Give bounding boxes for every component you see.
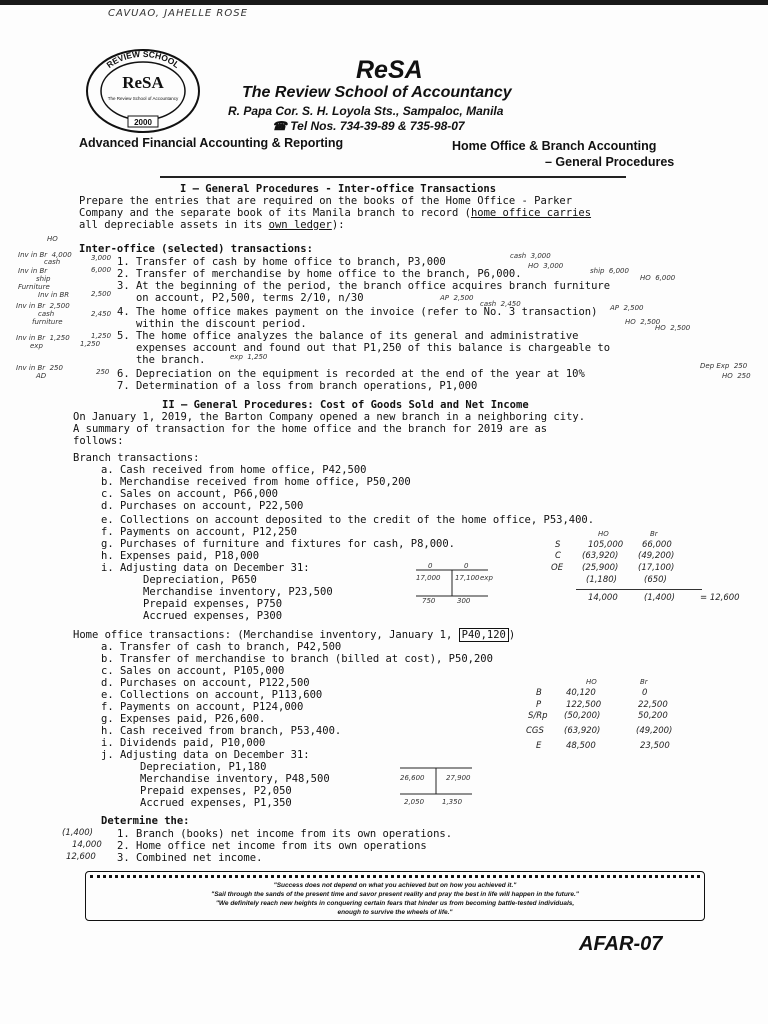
branch-item-h: h. Expenses paid, P18,000 (101, 550, 260, 562)
home-calc-cgs-br: (49,200) (636, 726, 673, 736)
hand-num-2: 6,000 (91, 266, 112, 274)
quote-line2: "Sail through the sands of the present time and savor present reality and pray the best in life will happen in the future." (211, 891, 579, 898)
home-item-a: a. Transfer of cash to branch, P42,500 (101, 641, 342, 653)
home-calc-header-ho: HO (586, 678, 597, 686)
calc-total-rule (576, 589, 702, 590)
calc-row-c-label: C (555, 551, 561, 561)
hand-inline-2: HO 3,000 (528, 262, 564, 270)
hand-inline-8: cash 2,450 (480, 300, 521, 308)
hand-inline-12: HO 250 (722, 372, 751, 380)
branch-t-bottom-right: 300 (457, 597, 471, 605)
course-title: Advanced Financial Accounting & Reporting (79, 136, 344, 150)
home-t-right: 27,900 (446, 774, 471, 782)
branch-item-a: a. Cash received from home office, P42,500 (101, 464, 367, 476)
quote-dotted-border (90, 875, 700, 882)
calc-header-br: Br (650, 530, 658, 538)
home-item-g: g. Expenses paid, P26,600. (101, 713, 266, 725)
s1-item-2: 2. Transfer of merchandise by home office to the branch, P6,000. (117, 268, 522, 280)
hand-margin-3: Inv in Br (18, 267, 48, 275)
home-item-b: b. Transfer of merchandise to branch (billed at cost), P50,200 (101, 653, 493, 665)
hand-inline-1: cash 3,000 (510, 252, 551, 260)
home-item-d: d. Purchases on account, P122,500 (101, 677, 310, 689)
home-calc-e-label: E (536, 741, 542, 751)
hand-inline-7: AP 2,500 (610, 304, 644, 312)
home-item-c: c. Sales on account, P105,000 (101, 665, 285, 677)
branch-adj-accrued: Accrued expenses, P300 (143, 610, 283, 622)
handwritten-student-name: CAVUAO, JAHELLE ROSE (108, 8, 248, 19)
branch-t-left: 17,000 (416, 574, 441, 582)
answer-3: 12,600 (66, 852, 96, 862)
home-inventory-boxed: P40,120 (459, 628, 509, 642)
home-item-i: i. Dividends paid, P10,000 (101, 737, 266, 749)
hand-num-5: 1,250 (91, 332, 112, 340)
branch-item-d: d. Purchases on account, P22,500 (101, 500, 304, 512)
home-calc-header-br: Br (640, 678, 648, 686)
home-t-left: 26,600 (400, 774, 425, 782)
branch-adj-depreciation: Depreciation, P650 (143, 574, 257, 586)
home-calc-cgs-ho: (63,920) (564, 726, 601, 736)
quote-line1: "Success does not depend on what you achieved but on how you achieved it." (273, 882, 517, 889)
branch-item-i: i. Adjusting data on December 31: (101, 562, 310, 574)
section1-subtitle: Inter-office (selected) transactions: (79, 243, 313, 255)
calc-total-ho: 14,000 (588, 593, 618, 603)
home-calc-e-br: 23,500 (640, 741, 670, 751)
school-telephone: ☎ Tel Nos. 734-39-89 & 735-98-07 (272, 119, 465, 133)
hand-margin-8: cash (38, 310, 55, 318)
calc-row-c-br: (49,200) (638, 551, 675, 561)
hand-num-3: 2,500 (91, 290, 112, 298)
hand-margin-10: Inv in Br 1,250 (16, 334, 70, 342)
calc-total-br: (1,400) (644, 593, 675, 603)
s1-item-4b: within the discount period. (117, 318, 307, 330)
home-calc-b-label: B (536, 688, 542, 698)
branch-label: Branch transactions: (73, 452, 200, 464)
section1-title: I – General Procedures - Inter-office Transactions (180, 183, 497, 195)
determine-item-2: 2. Home office net income from its own operations (117, 840, 427, 852)
home-calc-s-br: 50,200 (638, 711, 668, 721)
home-calc-s-label: S/Rp (528, 711, 548, 721)
branch-item-g: g. Purchases of furniture and fixtures for cash, P8,000. (101, 538, 456, 550)
home-calc-s-ho: (50,200) (564, 711, 601, 721)
s1-item-3: 3. At the beginning of the period, the branch office acquires branch furniture (117, 280, 611, 292)
s1-item-1: 1. Transfer of cash by home office to branch, P3,000 (117, 256, 446, 268)
section2-intro-line1: On January 1, 2019, the Barton Company opened a new branch in a neighboring city. (73, 411, 586, 423)
home-adj-prepaid: Prepaid expenses, P2,050 (140, 785, 292, 797)
home-calc-cgs-label: CGS (526, 726, 544, 736)
branch-t-bottom-left: 750 (422, 597, 436, 605)
hand-margin-11: exp (30, 342, 43, 350)
hand-inline-3: ship 6,000 (590, 267, 629, 275)
hand-margin-13: AD (36, 372, 47, 380)
calc-combined: = 12,600 (700, 593, 740, 603)
hand-inline-10: exp 1,250 (230, 353, 268, 361)
seal-year: 2000 (134, 118, 152, 127)
hand-inline-6: HO 2,500 (625, 318, 661, 326)
quote-line4: enough to survive the wheels of life." (337, 909, 453, 916)
section2-title: II – General Procedures: Cost of Goods Sold and Net Income (162, 399, 529, 411)
hand-margin-2: cash (44, 258, 61, 266)
hand-margin-9: furniture (32, 318, 63, 326)
resa-seal-logo (84, 48, 202, 134)
calc-row-oe-ho: (25,900) (582, 563, 619, 573)
home-item-f: f. Payments on account, P124,000 (101, 701, 304, 713)
calc-row-s-label: S (555, 540, 561, 550)
hand-inline-9: HO 2,500 (655, 324, 691, 332)
hand-inline-11: Dep Exp 250 (700, 362, 748, 370)
hand-num-7: 250 (96, 368, 110, 376)
home-adj-inventory: Merchandise inventory, P48,500 (140, 773, 330, 785)
hand-margin-5: Furniture (18, 283, 50, 291)
determine-label: Determine the: (101, 815, 190, 827)
determine-item-1: 1. Branch (books) net income from its own operations. (117, 828, 453, 840)
hand-margin-4: ship (36, 275, 51, 283)
section2-intro-line3: follows: (73, 435, 124, 447)
hand-num-4: 2,450 (91, 310, 112, 318)
section1-intro-line3: all depreciable assets in its own ledger): (79, 219, 345, 231)
calc-row-oe-br: (17,100) (638, 563, 675, 573)
hand-margin-6: Inv in BR (38, 291, 70, 299)
quote-box (85, 871, 705, 921)
header-divider (160, 176, 626, 178)
hand-inline-5: AP 2,500 (440, 294, 474, 302)
calc-row-s-br: 66,000 (642, 540, 672, 550)
top-border (0, 0, 768, 5)
hand-margin-1: Inv in Br 4,000 (18, 251, 72, 259)
branch-t-top-right: 0 (464, 562, 469, 570)
home-label: Home office transactions: (Merchandise inventory, January 1, P40,120 ) (73, 629, 516, 641)
hand-num-6: 1,250 (80, 340, 101, 348)
seal-center-text: ReSA (122, 73, 164, 92)
home-item-j: j. Adjusting data on December 31: (101, 749, 310, 761)
s1-item-6: 6. Depreciation on the equipment is recorded at the end of the year at 10% (117, 368, 585, 380)
branch-adj-prepaid: Prepaid expenses, P750 (143, 598, 283, 610)
section1-intro-line2: Company and the separate book of its Manila branch to record (home office carries (79, 207, 592, 219)
school-address: R. Papa Cor. S. H. Loyola Sts., Sampaloc, Manila (228, 104, 504, 118)
hand-margin-12: Inv in Br 250 (16, 364, 63, 372)
s1-item-5b: expenses account and found out that P1,250 of this balance is chargeable to (117, 342, 611, 354)
home-calc-p-br: 22,500 (638, 700, 668, 710)
calc-row-dep-ho: (1,180) (586, 575, 617, 585)
branch-item-f: f. Payments on account, P12,250 (101, 526, 297, 538)
hand-num-1: 3,000 (91, 254, 112, 262)
s1-item-5: 5. The home office analyzes the balance of its general and administrative (117, 330, 579, 342)
branch-item-c: c. Sales on account, P66,000 (101, 488, 279, 500)
home-calc-p-label: P (536, 700, 542, 710)
school-name: The Review School of Accountancy (242, 84, 512, 101)
calc-row-dep-br: (650) (644, 575, 667, 585)
handwritten-ho: HO (47, 235, 58, 243)
branch-t-top-left: 0 (428, 562, 433, 570)
determine-item-3: 3. Combined net income. (117, 852, 263, 864)
section2-intro-line2: A summary of transaction for the home office and the branch for 2019 are as (73, 423, 548, 435)
hand-inline-4: HO 6,000 (640, 274, 676, 282)
topic-title-line2: – General Procedures (545, 155, 675, 169)
home-calc-b-ho: 40,120 (566, 688, 596, 698)
calc-row-oe-label: OE (551, 563, 564, 573)
s1-item-7: 7. Determination of a loss from branch operations, P1,000 (117, 380, 478, 392)
home-t-bottom-left: 2,050 (404, 798, 425, 806)
topic-title-line1: Home Office & Branch Accounting (452, 139, 657, 153)
home-calc-b-br: 0 (642, 688, 648, 698)
s1-item-5c: the branch. (117, 354, 206, 366)
home-item-h: h. Cash received from branch, P53,400. (101, 725, 342, 737)
svg-text:REVIEW SCHOOL (105, 49, 182, 70)
home-calc-p-ho: 122,500 (566, 700, 602, 710)
answer-1: (1,400) (62, 828, 93, 838)
quote-line3: "We definitely reach new heights in conquering certain fears that hinder us from becoming battle-tested individuals, (215, 900, 575, 907)
section1-intro-line1: Prepare the entries that are required on the books of the Home Office - Parker (79, 195, 573, 207)
calc-header-ho: HO (598, 530, 609, 538)
seal-sub-text: The Review School of Accountancy (107, 96, 179, 101)
home-adj-accrued: Accrued expenses, P1,350 (140, 797, 292, 809)
branch-t-exp: exp (480, 574, 493, 582)
page-code: AFAR-07 (579, 933, 663, 955)
home-t-bottom-right: 1,350 (442, 798, 463, 806)
home-adj-depreciation: Depreciation, P1,180 (140, 761, 267, 773)
branch-item-b: b. Merchandise received from home office, P50,200 (101, 476, 411, 488)
branch-adj-inventory: Merchandise inventory, P23,500 (143, 586, 333, 598)
branch-item-e: e. Collections on account deposited to the credit of the home office, P53,400. (101, 514, 595, 526)
s1-item-3b: on account, P2,500, terms 2/10, n/30 (117, 292, 364, 304)
s1-item-4: 4. The home office makes payment on the invoice (refer to No. 3 transaction) (117, 306, 598, 318)
brand-name: ReSA (356, 56, 423, 84)
answer-2: 14,000 (72, 840, 102, 850)
home-item-e: e. Collections on account, P113,600 (101, 689, 323, 701)
hand-margin-7: Inv in Br 2,500 (16, 302, 70, 310)
branch-t-right: 17,100 (455, 574, 480, 582)
calc-row-c-ho: (63,920) (582, 551, 619, 561)
seal-top-text: REVIEW SCHOOL (104, 48, 182, 70)
home-calc-e-ho: 48,500 (566, 741, 596, 751)
calc-row-s-ho: 105,000 (588, 540, 624, 550)
